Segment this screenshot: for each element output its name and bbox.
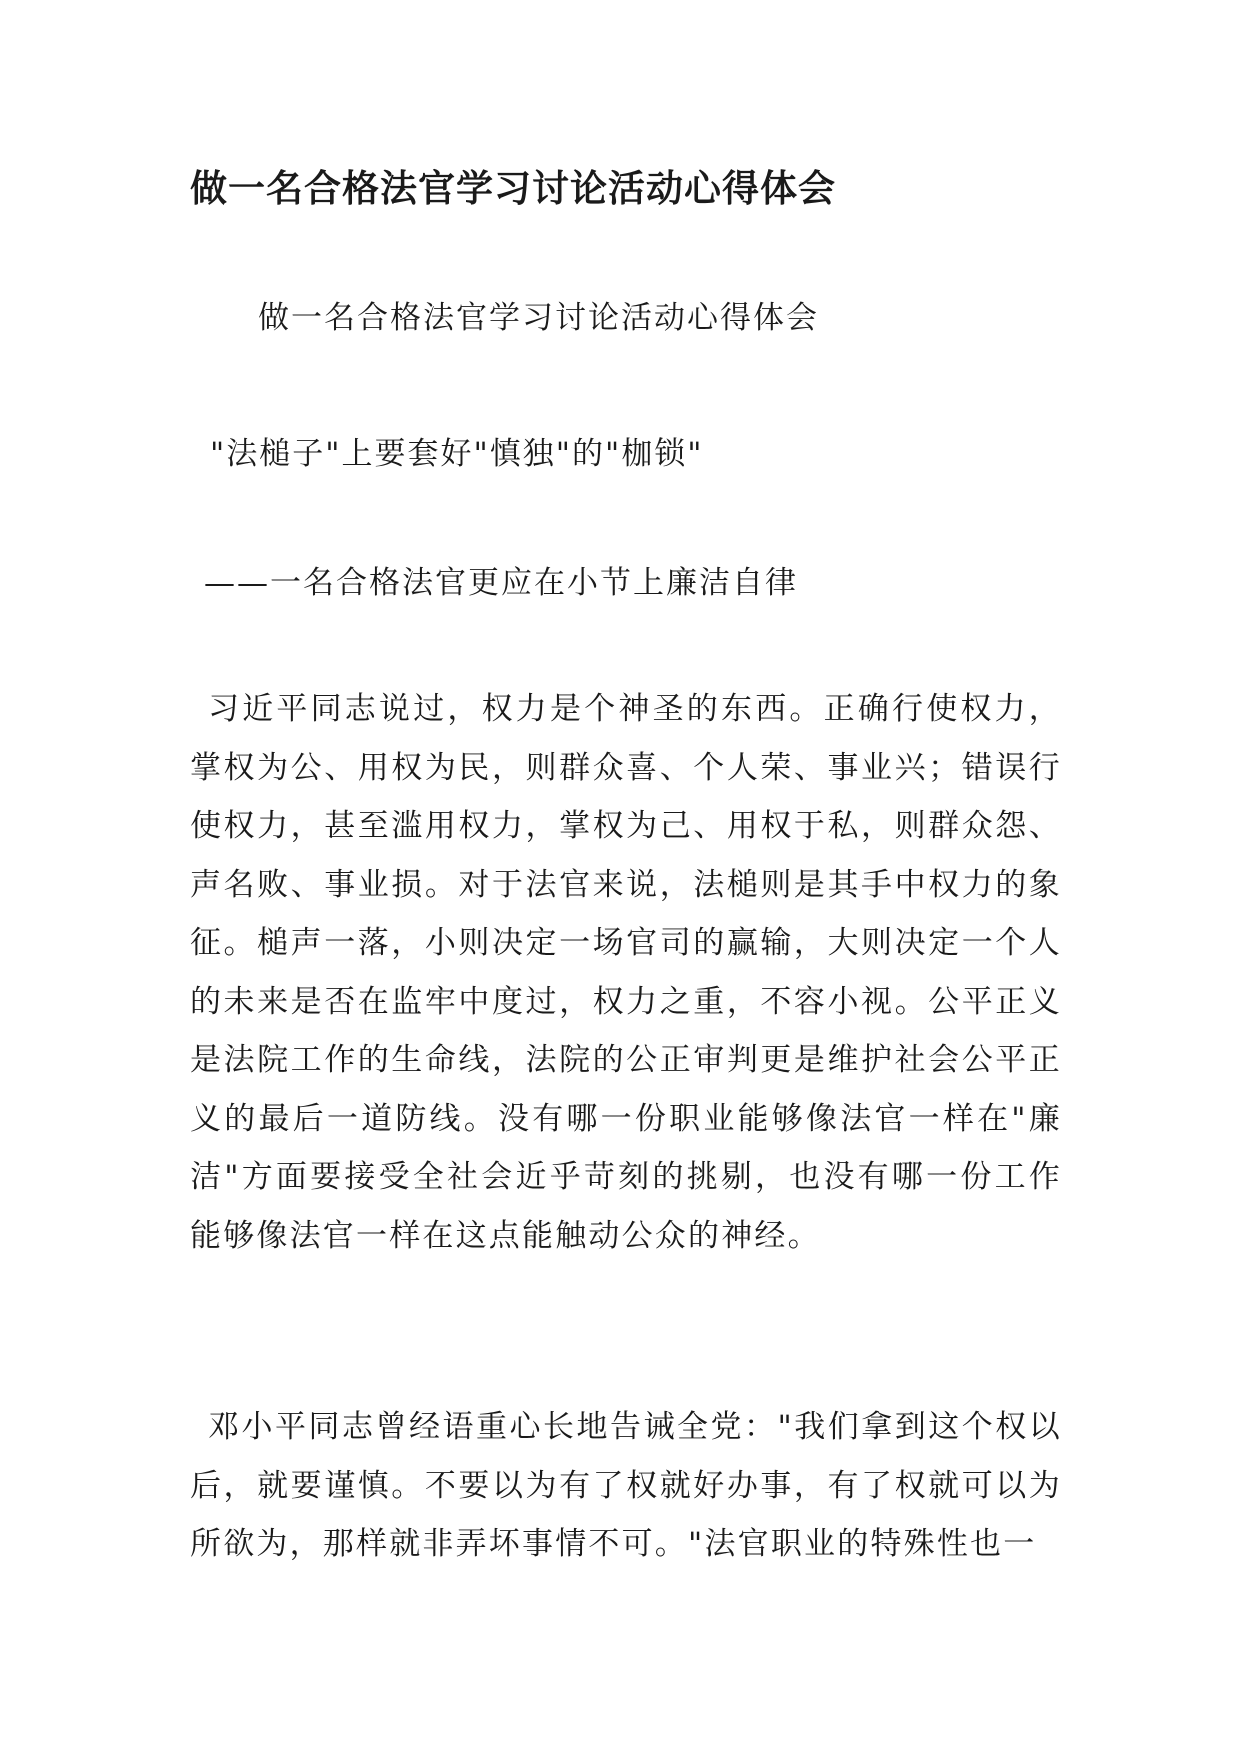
document-title: 做一名合格法官学习讨论活动心得体会: [190, 167, 836, 210]
body-paragraph: 邓小平同志曾经语重心长地告诫全党："我们拿到这个权以后，就要谨慎。不要以为有了权就好办事，有了权就可以为所欲为，那样就非弄坏事情不可。"法官职业的特殊性也一: [190, 1409, 1062, 1562]
body-paragraph: 习近平同志说过，权力是个神圣的东西。正确行使权力，掌权为公、用权为民，则群众喜、个人荣、事业兴；错误行使权力，甚至滥用权力，掌权为己、用权于私，则群众怨、声名败、事业损。对于法官来说，法槌则是其手中权力的象征。槌声一落，小则决定一场官司的赢输，大则决定一个人的未来是否在监牢中度过，权力之重，不容小视。公平正义是法院工作的生命线，法院的公正审判更是维护社会公平正义的最后一道防线。没有哪一份职业能够像法官一样在"廉洁"方面要接受全社会近乎苛刻的挑剔，也没有哪一份工作能够像法官一样在这点能触动公众的神经。: [190, 691, 1062, 1254]
section-heading: "法槌子"上要套好"慎独"的"枷锁": [210, 436, 704, 472]
document-subtitle: 做一名合格法官学习讨论活动心得体会: [258, 300, 819, 336]
section-byline: ——一名合格法官更应在小节上廉洁自律: [204, 565, 798, 601]
